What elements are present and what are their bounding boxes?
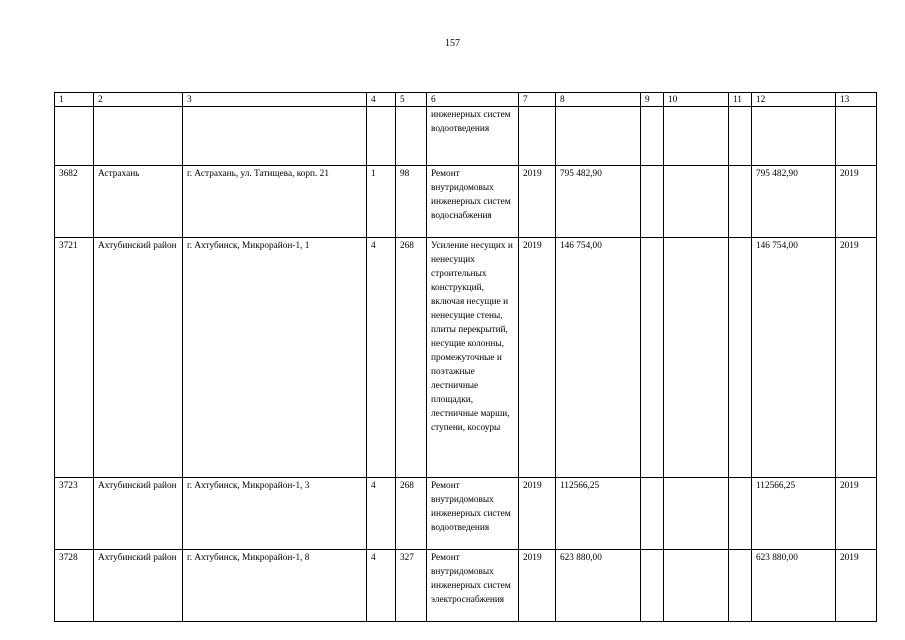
table-row	[55, 550, 877, 622]
header-cell: 11	[729, 93, 752, 107]
table-cell	[396, 107, 427, 166]
table-cell: 4	[367, 550, 396, 622]
cost-cell: 146 754,00	[752, 238, 836, 478]
row-id-cell: 3721	[55, 238, 94, 478]
table-cell	[641, 107, 664, 166]
municipality-cell	[94, 107, 183, 166]
table-cell: 4	[367, 478, 396, 550]
table-row	[55, 166, 877, 238]
table-cell	[664, 166, 729, 238]
header-cell: 13	[836, 93, 877, 107]
header-cell: 2	[94, 93, 183, 107]
cost-cell	[752, 107, 836, 166]
header-cell: 3	[183, 93, 367, 107]
table-cell	[664, 478, 729, 550]
table-cell	[641, 478, 664, 550]
year-cell: 2019	[836, 478, 877, 550]
row-id-cell	[55, 107, 94, 166]
table-cell: 4	[367, 238, 396, 478]
work-type-cell: Ремонт внутридомовых инженерных систем водоснабжения	[427, 166, 519, 238]
table-cell	[729, 107, 752, 166]
municipality-cell: Ахтубинский район	[94, 478, 183, 550]
header-cell: 10	[664, 93, 729, 107]
work-type-cell: Усиление несущих и ненесущих строительных конструкций, включая несущие и ненесущие стены, плиты перекрытий, несущие колонны, промежуточные и поэтажные лестничные площадки, лестничные марши, ступени, косоуры	[427, 238, 519, 478]
table-cell	[641, 166, 664, 238]
table-cell	[641, 238, 664, 478]
year-cell: 2019	[519, 478, 556, 550]
cost-cell: 795 482,90	[752, 166, 836, 238]
table-header-row	[55, 93, 877, 107]
header-cell: 7	[519, 93, 556, 107]
table-cell: 327	[396, 550, 427, 622]
table-cell	[729, 478, 752, 550]
cost-cell: 112566,25	[752, 478, 836, 550]
header-cell: 6	[427, 93, 519, 107]
table-cell	[729, 166, 752, 238]
table-cell	[664, 107, 729, 166]
municipality-cell: Астрахань	[94, 166, 183, 238]
municipality-cell: Ахтубинский район	[94, 238, 183, 478]
work-type-cell: Ремонт внутридомовых инженерных систем электроснабжения	[427, 550, 519, 622]
cost-cell: 146 754,00	[556, 238, 641, 478]
year-cell: 2019	[519, 550, 556, 622]
header-cell: 5	[396, 93, 427, 107]
cost-cell	[556, 107, 641, 166]
cost-cell: 623 880,00	[752, 550, 836, 622]
table-row	[55, 478, 877, 550]
year-cell: 2019	[519, 166, 556, 238]
municipality-cell: Ахтубинский район	[94, 550, 183, 622]
table-row	[55, 107, 877, 166]
header-cell: 12	[752, 93, 836, 107]
work-type-cell: инженерных систем водоотведения	[427, 107, 519, 166]
table-cell: 1	[367, 166, 396, 238]
address-cell	[183, 107, 367, 166]
year-cell: 2019	[836, 166, 877, 238]
row-id-cell: 3682	[55, 166, 94, 238]
table-cell: 268	[396, 478, 427, 550]
row-id-cell: 3728	[55, 550, 94, 622]
table-cell	[729, 550, 752, 622]
header-cell: 9	[641, 93, 664, 107]
row-id-cell: 3723	[55, 478, 94, 550]
cost-cell: 112566,25	[556, 478, 641, 550]
table-cell	[664, 550, 729, 622]
table-cell: 268	[396, 238, 427, 478]
cost-cell: 623 880,00	[556, 550, 641, 622]
address-cell: г. Ахтубинск, Микрорайон-1, 1	[183, 238, 367, 478]
page-number: 157	[445, 38, 460, 49]
header-cell: 4	[367, 93, 396, 107]
address-cell: г. Ахтубинск, Микрорайон-1, 8	[183, 550, 367, 622]
year-cell	[519, 107, 556, 166]
address-cell: г. Ахтубинск, Микрорайон-1, 3	[183, 478, 367, 550]
year-cell: 2019	[836, 550, 877, 622]
year-cell: 2019	[519, 238, 556, 478]
table-cell	[641, 550, 664, 622]
repair-registry-table	[54, 92, 877, 622]
cost-cell: 795 482,90	[556, 166, 641, 238]
table-cell	[664, 238, 729, 478]
address-cell: г. Астрахань, ул. Татищева, корп. 21	[183, 166, 367, 238]
header-cell: 1	[55, 93, 94, 107]
table-cell	[729, 238, 752, 478]
year-cell: 2019	[836, 238, 877, 478]
work-type-cell: Ремонт внутридомовых инженерных систем водоотведения	[427, 478, 519, 550]
table-cell: 98	[396, 166, 427, 238]
table-cell	[367, 107, 396, 166]
year-cell	[836, 107, 877, 166]
header-cell: 8	[556, 93, 641, 107]
table-row	[55, 238, 877, 478]
